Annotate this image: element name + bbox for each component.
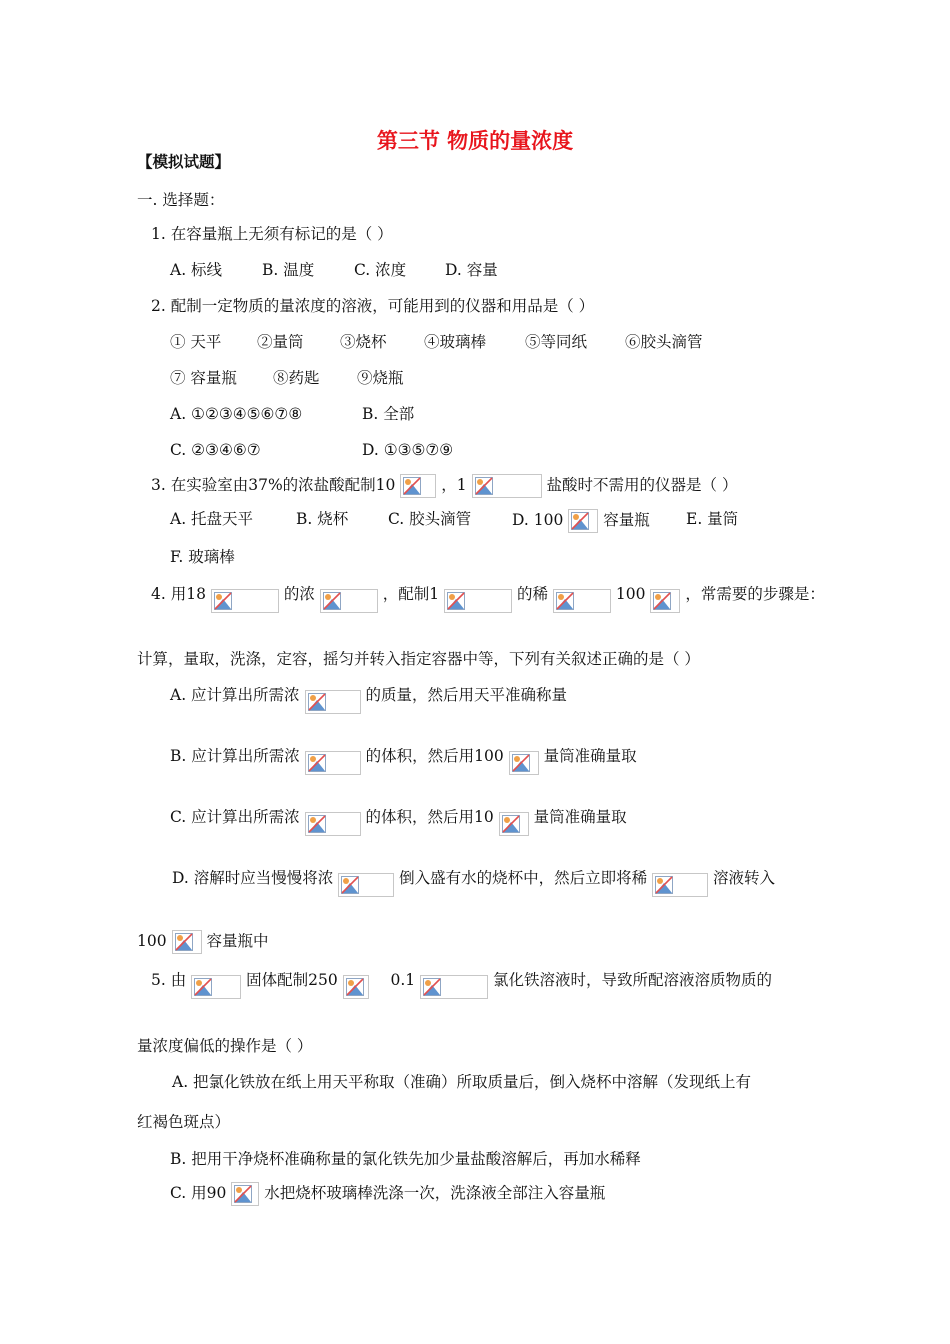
broken-image-icon [502,815,520,833]
q2-option-c: C. ②③④⑥⑦ [170,441,261,459]
broken-image-icon [420,975,488,999]
broken-image-icon [472,474,542,498]
q4-option-text: 量筒准确量取 [533,808,627,826]
q4-option-text: 的质量，然后用天平准确称量 [365,686,567,704]
broken-image-icon [403,477,421,495]
q4-option-b [170,746,637,775]
broken-image-icon [499,812,529,836]
q2-item: ④玻璃棒 [424,333,487,351]
broken-image-icon [191,975,241,999]
broken-image-icon [231,1182,259,1206]
broken-image-icon [400,474,436,498]
q5-stem-continued: 量浓度偏低的操作是（ ） [137,1037,313,1055]
q2-option-d: D. ①③⑤⑦⑨ [362,441,454,459]
broken-image-icon [305,751,361,775]
broken-image-icon [553,589,611,613]
q5-option-text: C. 用90 [170,1184,227,1202]
q2-item: ⑥胶头滴管 [625,333,703,351]
broken-image-icon [341,876,359,894]
q3-stem-text: 3. 在实验室由37%的浓盐酸配制10 [151,476,396,494]
broken-image-icon [509,751,539,775]
q2-item: ① 天平 [170,333,222,351]
broken-image-icon [214,592,232,610]
q2-option-b: B. 全部 [362,405,415,423]
q2-stem: 2. 配制一定物质的量浓度的溶液，可能用到的仪器和用品是（ ） [151,297,595,315]
section-heading: 【模拟试题】 [137,153,231,171]
broken-image-icon [512,754,530,772]
q4-stem-text: 的稀 [516,585,548,603]
q1-option-d: D. 容量 [445,261,498,279]
q4-option-text: 容量瓶中 [206,932,269,950]
broken-image-icon [211,589,279,613]
q2-item: ③烧杯 [340,333,387,351]
document-title: 第三节 物质的量浓度 [376,129,574,153]
q1-option-a: A. 标线 [170,261,223,279]
part-heading: 一. 选择题： [137,191,225,209]
q3-option-d [512,509,650,533]
broken-image-icon [568,509,598,533]
q3-option-c: C. 胶头滴管 [388,510,472,528]
q5-stem-text: 氯化铁溶液时，导致所配溶液溶质物质的 [493,971,773,989]
broken-image-icon [308,693,326,711]
broken-image-icon [194,978,212,996]
broken-image-icon [652,873,708,897]
q4-option-text: A. 应计算出所需浓 [170,686,300,704]
q4-option-text: C. 应计算出所需浓 [170,808,300,826]
broken-image-icon [475,477,493,495]
broken-image-icon [653,592,671,610]
q3-option-a: A. 托盘天平 [170,510,254,528]
q4-option-text: 的体积，然后用10 [365,808,494,826]
broken-image-icon [323,592,341,610]
q2-option-a: A. ①②③④⑤⑥⑦⑧ [170,405,303,423]
q4-stem-text: ，配制1 [382,585,440,603]
q5-option-c [170,1182,605,1206]
q4-stem-text: ，常需要的步骤是： [685,585,825,603]
broken-image-icon [308,754,326,772]
q2-item: ⑦ 容量瓶 [170,369,237,387]
q4-stem [151,584,825,613]
q4-option-text: 溶液转入 [713,869,776,887]
q5-stem [151,970,772,999]
broken-image-icon [175,933,193,951]
broken-image-icon [305,812,361,836]
broken-image-icon [305,690,361,714]
q3-option-d-text: D. 100 [512,511,564,529]
broken-image-icon [343,975,369,999]
q4-option-c [170,807,627,836]
q4-stem-text: 4. 用18 [151,585,206,603]
q5-stem-text: 5. 由 [151,971,187,989]
q2-item: ②量筒 [257,333,304,351]
broken-image-icon [320,589,378,613]
broken-image-icon [650,589,680,613]
q3-stem [151,474,737,498]
broken-image-icon [172,930,202,954]
q2-item: ⑨烧瓶 [357,369,404,387]
broken-image-icon [234,1185,252,1203]
q4-option-text: 100 [137,932,167,950]
broken-image-icon [338,873,394,897]
q1-stem: 1. 在容量瓶上无须有标记的是（ ） [151,225,393,243]
q4-option-text: 的体积，然后用100 [365,747,504,765]
q3-stem-text: 盐酸时不需用的仪器是（ ） [546,476,738,494]
q3-option-d-text: 容量瓶 [603,511,650,529]
q4-option-text: D. 溶解时应当慢慢将浓 [172,869,334,887]
broken-image-icon [444,589,512,613]
q4-stem-text: 100 [615,585,646,603]
broken-image-icon [571,512,589,530]
q5-option-text: 水把烧杯玻璃棒洗涤一次，洗涤液全部注入容量瓶 [264,1184,606,1202]
q5-option-a-continued: 红褐色斑点） [137,1113,231,1131]
q1-option-b: B. 温度 [262,261,315,279]
q4-option-a [170,685,567,714]
broken-image-icon [556,592,574,610]
q4-option-text: B. 应计算出所需浓 [170,747,300,765]
q4-stem-text: 的浓 [283,585,315,603]
q5-option-a: A. 把氯化铁放在纸上用天平称取（准确）所取质量后，倒入烧杯中溶解（发现纸上有 [172,1073,752,1091]
q5-stem-text: 0.1 [390,971,416,989]
q2-item: ⑧药匙 [273,369,320,387]
q5-option-b: B. 把用干净烧杯准确称量的氯化铁先加少量盐酸溶解后，再加水稀释 [170,1150,641,1168]
q3-stem-text: ，1 [441,476,467,494]
q4-option-text: 量筒准确量取 [543,747,637,765]
q2-item: ⑤等同纸 [525,333,588,351]
q3-option-b: B. 烧杯 [296,510,349,528]
q4-option-d-continued [137,930,268,954]
broken-image-icon [308,815,326,833]
broken-image-icon [447,592,465,610]
broken-image-icon [346,978,364,996]
q4-stem-continued: 计算，量取，洗涤，定容，摇匀并转入指定容器中等，下列有关叙述正确的是（ ） [137,650,700,668]
q4-option-d [172,868,775,897]
q3-option-e: E. 量筒 [686,510,739,528]
q3-option-f: F. 玻璃棒 [170,548,235,566]
broken-image-icon [655,876,673,894]
broken-image-icon [423,978,441,996]
q5-stem-text: 固体配制250 [246,971,338,989]
q4-option-text: 倒入盛有水的烧杯中，然后立即将稀 [399,869,648,887]
q1-option-c: C. 浓度 [354,261,407,279]
